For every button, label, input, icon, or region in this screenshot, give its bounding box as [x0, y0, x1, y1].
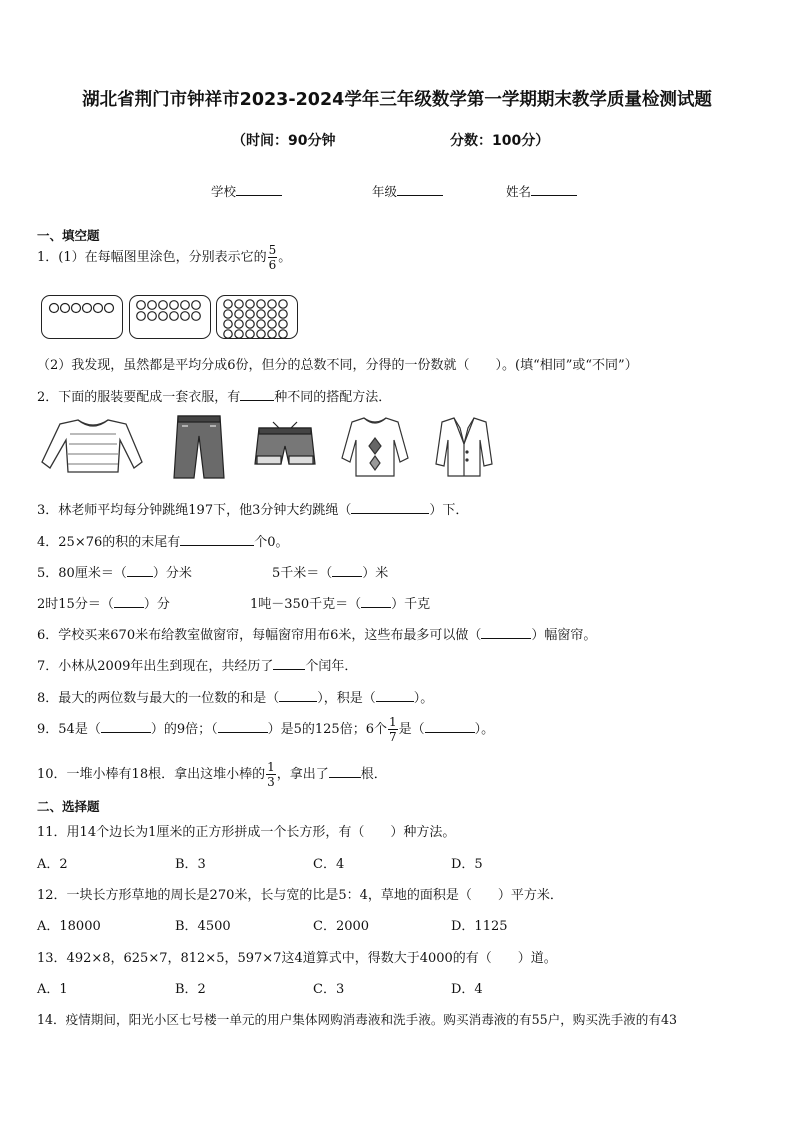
school-label: 学校	[211, 184, 237, 199]
q7-answer-blank[interactable]	[273, 656, 305, 670]
q4-answer-blank[interactable]	[180, 532, 254, 546]
question-1-part-2: （2）我发现，虽然都是平均分成6份，但分的总数不同，分得的一份数就（ ）。(填“相同”或“不同”）	[37, 358, 638, 373]
q13-option-d[interactable]: D．4	[451, 982, 483, 997]
question-5-right: 5千米＝（ ）米	[272, 562, 388, 581]
q13-option-b[interactable]: B．2	[175, 982, 206, 997]
grade-label: 年级	[372, 184, 398, 199]
q5-blank-3[interactable]	[114, 594, 144, 608]
page-title: 湖北省荆门市钟祥市2023-2024学年三年级数学第一学期期末教学质量检测试题	[82, 90, 712, 110]
argyle-sweater-icon	[340, 414, 410, 480]
q13-option-c[interactable]: C．3	[313, 982, 345, 997]
circle-group-12	[129, 295, 211, 339]
question-5-line-2: 2时15分＝（ ）分	[37, 593, 170, 612]
question-7: 7．小林从2009年出生到现在，共经历了 个闰年．	[37, 655, 357, 674]
q9-blank-1[interactable]	[101, 719, 151, 733]
question-12: 12．一块长方形草地的周长是270米，长与宽的比是5：4，草地的面积是（ ）平方米．	[37, 888, 563, 903]
q3-answer-blank[interactable]	[351, 500, 429, 514]
name-label: 姓名	[506, 184, 532, 199]
q8-blank-1[interactable]	[279, 688, 317, 702]
q13-option-a[interactable]: A．1	[37, 982, 68, 997]
q12-option-b[interactable]: B．4500	[175, 919, 231, 934]
question-10: 10．一堆小棒有18根．拿出这堆小棒的 $\frac{1}{3}$ ，拿出了 根．	[37, 760, 387, 789]
fraction-five-sixths: $\frac{5}{6}$	[268, 243, 277, 272]
q12-option-a[interactable]: A．18000	[37, 919, 101, 934]
question-9: 9．54是（ ）的9倍；（ ）是5的125倍；6个 $\frac{1}{7}$ 是（ ）。	[37, 715, 495, 744]
name-blank[interactable]	[531, 183, 577, 196]
question-5: 5．80厘米＝（ ）分米	[37, 562, 192, 581]
circle-group-6	[41, 295, 123, 339]
school-field[interactable]	[211, 182, 282, 200]
circles-grid-illustration	[130, 296, 210, 338]
q9-blank-2[interactable]	[218, 719, 268, 733]
q5-blank-4[interactable]	[361, 594, 391, 608]
fraction-one-seventh: $\frac{1}{7}$	[388, 715, 397, 744]
exam-score: 分数：100分）	[450, 133, 550, 149]
q6-answer-blank[interactable]	[481, 625, 531, 639]
q11-option-c[interactable]: C．4	[313, 857, 345, 872]
question-6: 6．学校买来670米布给教室做窗帘，每幅窗帘用布6米，这些布最多可以做（ ）幅窗帘。	[37, 624, 596, 643]
school-blank[interactable]	[236, 183, 282, 196]
grade-blank[interactable]	[397, 183, 443, 196]
question-14: 14．疫情期间，阳光小区七号楼一单元的用户集体网购消毒液和洗手液。购买消毒液的有55户，购买洗手液的有43	[37, 1012, 677, 1027]
question-4: 4．25×76的积的末尾有 个0。	[37, 531, 289, 550]
q12-option-d[interactable]: D．1125	[451, 919, 508, 934]
question-2: 2．下面的服装要配成一套衣服，有 种不同的搭配方法．	[37, 386, 391, 405]
circles-row-illustration	[42, 296, 122, 338]
q10-answer-blank[interactable]	[329, 764, 361, 778]
q5-blank-1[interactable]	[127, 563, 153, 577]
circles-grid-large-illustration	[217, 296, 297, 338]
exam-time: （时间：90分钟	[232, 133, 336, 149]
question-11: 11．用14个边长为1厘米的正方形拼成一个长方形，有（ ）种方法。	[37, 825, 456, 840]
fraction-one-third: $\frac{1}{3}$	[267, 760, 275, 789]
question-5-line-2-right: 1吨－350千克＝（ ）千克	[250, 593, 430, 612]
q11-option-d[interactable]: D．5	[451, 857, 483, 872]
q5-blank-2[interactable]	[332, 563, 362, 577]
grade-field[interactable]	[372, 182, 443, 200]
q11-option-b[interactable]: B．3	[175, 857, 206, 872]
jacket-icon	[434, 414, 494, 480]
question-13: 13．492×8，625×7，812×5，597×7这4道算式中，得数大于4000的有（ ）道。	[37, 951, 557, 966]
section-fill-heading: 一、填空题	[37, 228, 100, 243]
q1-text: 1．(1）在每幅图里涂色，分别表示它的	[37, 250, 267, 265]
sweater-icon	[40, 414, 145, 480]
q12-option-c[interactable]: C．2000	[313, 919, 370, 934]
q2-answer-blank[interactable]	[240, 387, 274, 401]
question-3: 3．林老师平均每分钟跳绳197下，他3分钟大约跳绳（ ）下．	[37, 499, 468, 518]
circle-group-24	[216, 295, 298, 339]
q9-blank-3[interactable]	[425, 719, 475, 733]
name-field[interactable]	[506, 182, 577, 200]
shorts-icon	[253, 414, 317, 480]
section-choice-heading: 二、选择题	[37, 799, 100, 814]
q11-option-a[interactable]: A．2	[37, 857, 68, 872]
question-8: 8．最大的两位数与最大的一位数的和是（ ），积是（ ）。	[37, 687, 433, 706]
question-1: 1．(1）在每幅图里涂色，分别表示它的 $\frac{5}{6}$ 。	[37, 243, 292, 272]
q8-blank-2[interactable]	[376, 688, 414, 702]
pants-icon	[170, 414, 228, 480]
